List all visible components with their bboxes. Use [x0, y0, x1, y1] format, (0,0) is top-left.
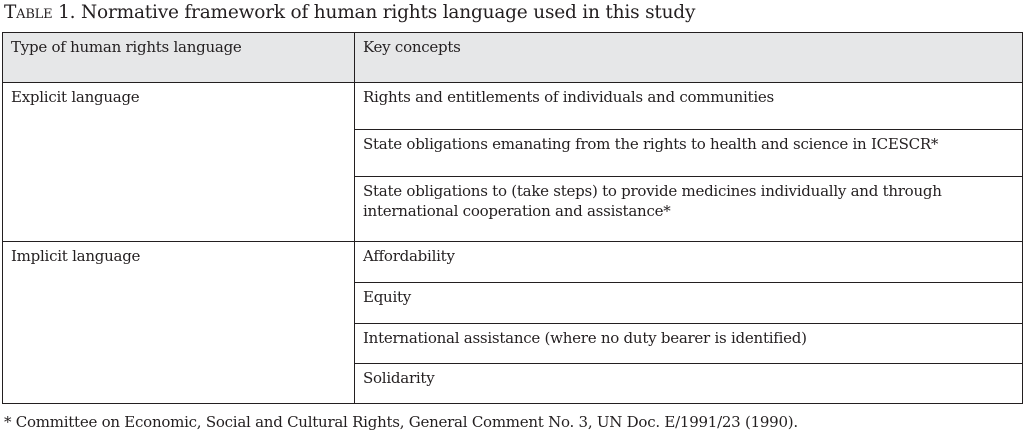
table-header-row — [3, 33, 1023, 83]
concept-cell: Affordability — [355, 242, 1023, 283]
concept-cell: Equity — [355, 283, 1023, 324]
concept-cell: Solidarity — [355, 364, 1023, 404]
table-caption-text: Normative framework of human rights language used in this study — [81, 2, 696, 23]
table-row — [3, 242, 1023, 283]
column-header-type: Type of human rights language — [3, 33, 355, 83]
normative-framework-table — [2, 32, 1023, 404]
table-footnote: * Committee on Economic, Social and Cultural Rights, General Comment No. 3, UN Doc. E/1991/23 (1990). — [4, 413, 798, 431]
table-caption — [4, 2, 695, 24]
row-type-explicit: Explicit language — [3, 83, 355, 242]
table-row — [3, 83, 1023, 130]
concept-cell: State obligations emanating from the rights to health and science in ICESCR* — [355, 130, 1023, 177]
table-caption-label: Table 1. — [4, 2, 76, 23]
concept-cell: State obligations to (take steps) to provide medicines individually and through international cooperation and assistance* — [355, 177, 1023, 242]
concept-cell: International assistance (where no duty bearer is identified) — [355, 324, 1023, 364]
column-header-key-concepts: Key concepts — [355, 33, 1023, 83]
concept-cell: Rights and entitlements of individuals and communities — [355, 83, 1023, 130]
row-type-implicit: Implicit language — [3, 242, 355, 404]
